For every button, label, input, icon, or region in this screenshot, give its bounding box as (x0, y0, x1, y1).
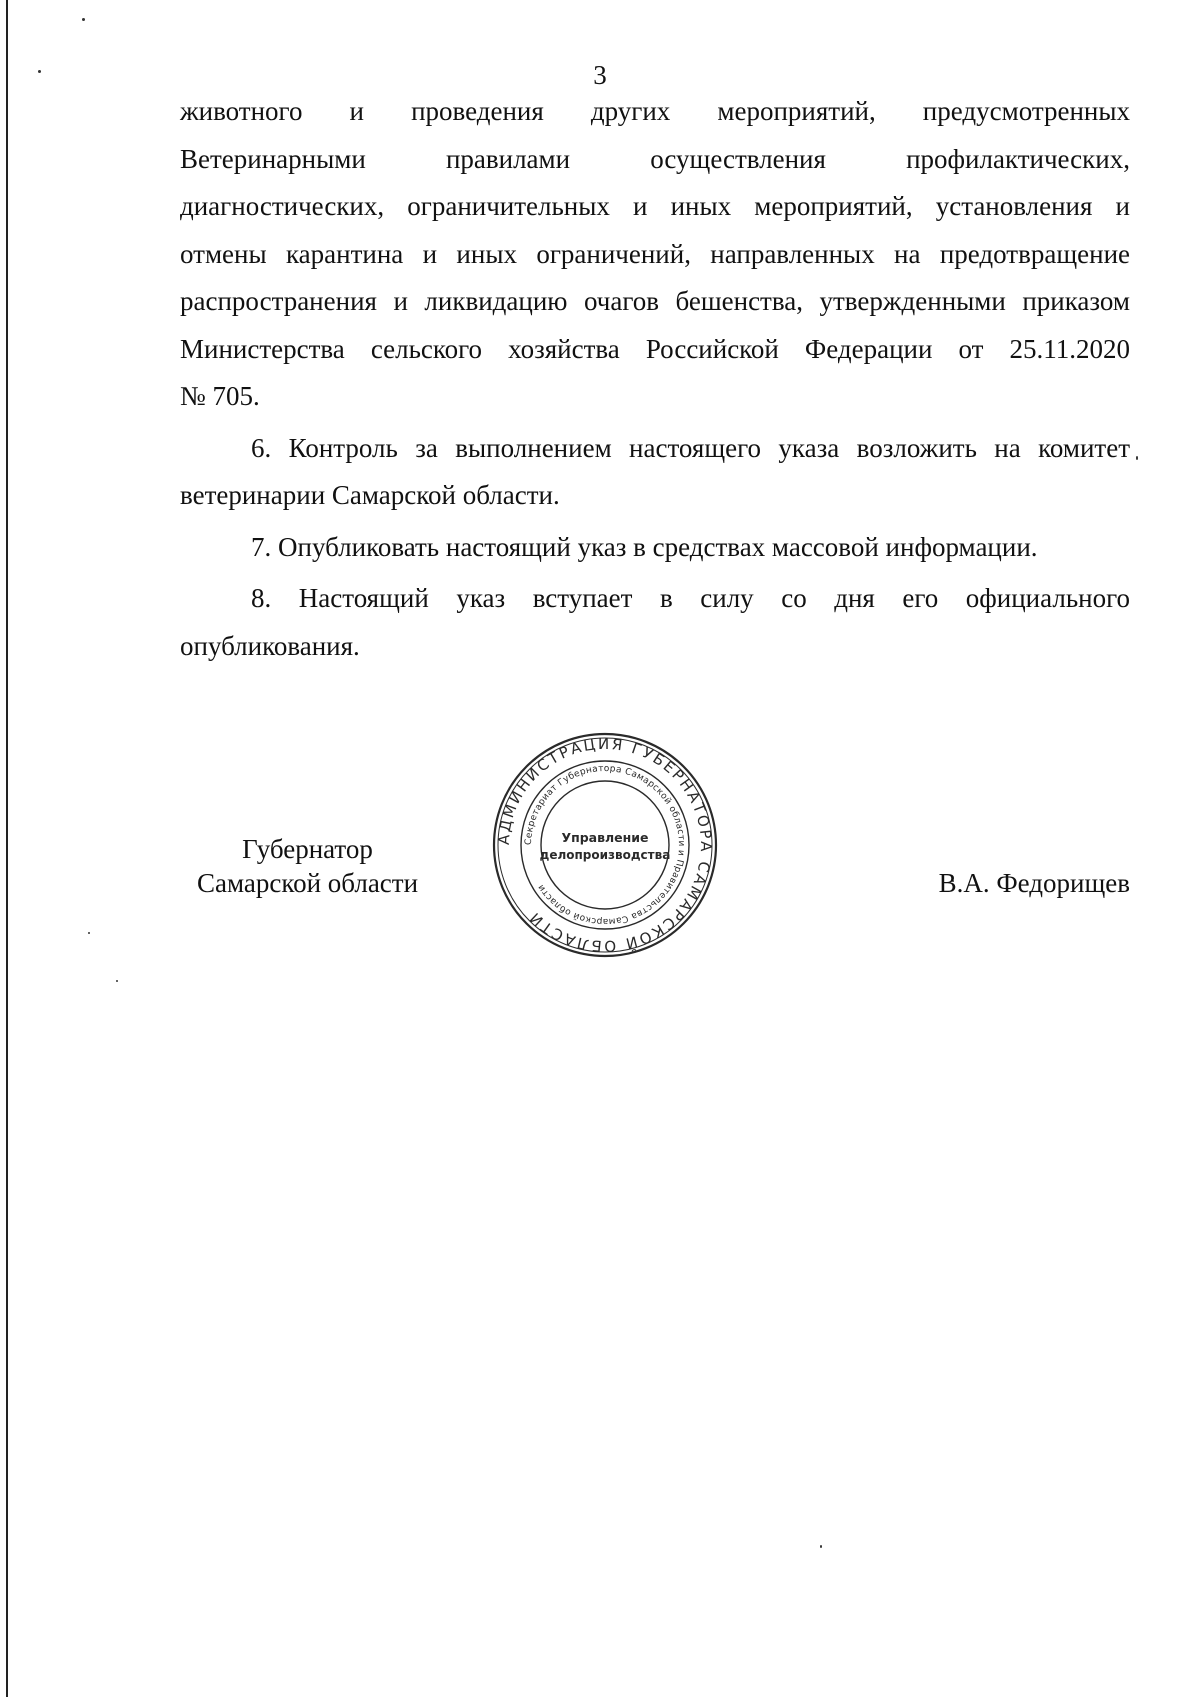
signatory-title-line: Губернатор (242, 834, 373, 864)
document-body (180, 88, 1130, 670)
text-line: 7. Опубликовать настоящий указ в средствах массовой информации. (251, 531, 1038, 562)
text-line: № 705. (180, 381, 260, 411)
text-line: диагностических, ограничительных и иных мероприятий, установления и (180, 191, 1130, 221)
item-6-paragraph (180, 425, 1130, 520)
scan-speck (1136, 456, 1138, 460)
signatory-title (190, 832, 425, 900)
official-stamp (490, 730, 720, 960)
text-line: опубликования. (180, 630, 360, 661)
scan-speck (820, 1545, 822, 1548)
scan-speck (88, 932, 90, 934)
stamp-center-line: делопроизводства (539, 848, 671, 862)
page-number: 3 (593, 60, 607, 90)
scan-speck (116, 980, 118, 982)
text-line: 6. Контроль за выполнением настоящего указа возложить на комитет (251, 432, 1130, 463)
item-8-paragraph (180, 575, 1130, 670)
text-line: ветеринарии Самарской области. (180, 480, 560, 510)
text-line: распространения и ликвидацию очагов бешенства, утвержденными приказом (180, 286, 1130, 316)
scan-left-edge (6, 0, 8, 1697)
text-line: животного и проведения других мероприятий, предусмотренных (180, 96, 1130, 126)
signatory-name: В.А. Федорищев (938, 868, 1130, 898)
text-line: Министерства сельского хозяйства Российской Федерации от 25.11.2020 (180, 333, 1130, 364)
text-line: Ветеринарными правилами осуществления профилактических, (180, 143, 1130, 174)
scan-speck (82, 18, 85, 21)
stamp-center-line: Управление (561, 830, 649, 845)
paragraph-continuation (180, 88, 1130, 421)
text-line: 8. Настоящий указ вступает в силу со дня его официального (251, 583, 1130, 613)
stamp-inner-ring-text: Секретариат Губернатора Самарской области и Правительства Самарской области (523, 763, 687, 927)
signatory-title-line: Самарской области (196, 868, 419, 898)
item-7-paragraph (180, 524, 1130, 572)
stamp-outer-ring-text: АДМИНИСТРАЦИЯ ГУБЕРНАТОРА САМАРСКОЙ ОБЛАСТИ (494, 734, 716, 956)
text-line: отмены карантина и иных ограничений, направленных на предотвращение (180, 238, 1130, 269)
